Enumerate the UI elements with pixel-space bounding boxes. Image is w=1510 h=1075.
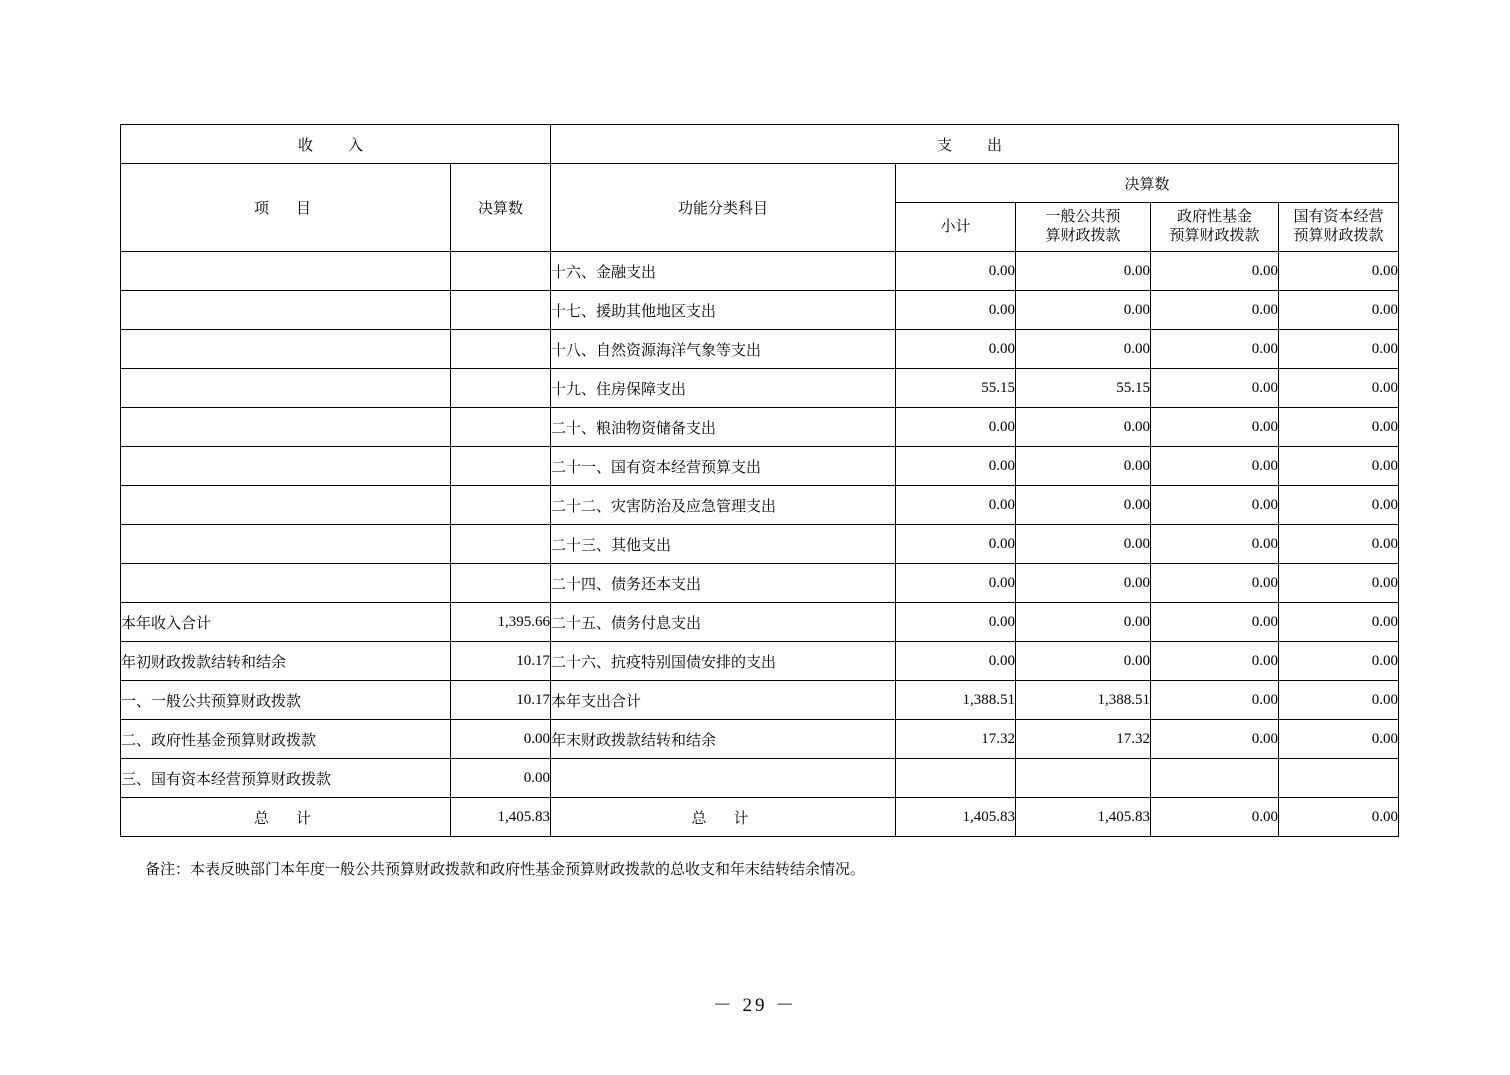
table-row xyxy=(121,369,1399,408)
expense-gov-fund: 0.00 xyxy=(1151,720,1279,759)
expense-general-public: 0.00 xyxy=(1016,603,1151,642)
expense-gov-fund: 0.00 xyxy=(1151,330,1279,369)
table-row xyxy=(121,759,1399,798)
header-state-capital-budget-line2: 预算财政拨款 xyxy=(1293,228,1384,244)
expense-general-public: 17.32 xyxy=(1016,720,1151,759)
expense-state-capital: 0.00 xyxy=(1279,525,1399,564)
header-gov-fund-budget xyxy=(1151,203,1279,252)
page-number: － 29 － xyxy=(712,995,798,1016)
expense-subtotal: 0.00 xyxy=(896,603,1016,642)
expense-subtotal: 1,388.51 xyxy=(896,681,1016,720)
expense-subtotal xyxy=(896,759,1016,798)
income-label xyxy=(121,525,451,564)
expense-gov-fund: 0.00 xyxy=(1151,447,1279,486)
header-settlement-group: 决算数 xyxy=(896,164,1399,203)
expense-state-capital: 0.00 xyxy=(1279,408,1399,447)
total-income-label: 总 计 xyxy=(121,798,451,837)
expense-gov-fund: 0.00 xyxy=(1151,642,1279,681)
table-row xyxy=(121,447,1399,486)
expense-label: 二十四、债务还本支出 xyxy=(551,564,896,603)
header-subtotal: 小计 xyxy=(896,203,1016,252)
expense-subtotal: 17.32 xyxy=(896,720,1016,759)
expense-gov-fund xyxy=(1151,759,1279,798)
header-income-amount: 决算数 xyxy=(451,164,551,252)
expense-subtotal: 0.00 xyxy=(896,252,1016,291)
expense-label: 年末财政拨款结转和结余 xyxy=(551,720,896,759)
expense-label: 二十一、国有资本经营预算支出 xyxy=(551,447,896,486)
expense-subtotal: 0.00 xyxy=(896,525,1016,564)
expense-label: 二十六、抗疫特别国债安排的支出 xyxy=(551,642,896,681)
income-label xyxy=(121,447,451,486)
table-row xyxy=(121,291,1399,330)
header-general-public-budget-line1: 一般公共预 xyxy=(1045,209,1121,226)
header-gov-fund-budget-line2: 预算财政拨款 xyxy=(1169,228,1260,244)
table-row xyxy=(121,642,1399,681)
expense-label: 二十五、债务付息支出 xyxy=(551,603,896,642)
expense-subtotal: 0.00 xyxy=(896,330,1016,369)
header-state-capital-budget-line1: 国有资本经营 xyxy=(1293,209,1384,226)
expense-state-capital: 0.00 xyxy=(1279,720,1399,759)
expense-subtotal: 0.00 xyxy=(896,642,1016,681)
header-general-public-budget xyxy=(1016,203,1151,252)
expense-subtotal: 0.00 xyxy=(896,291,1016,330)
expense-gov-fund: 0.00 xyxy=(1151,291,1279,330)
income-value: 1,395.66 xyxy=(451,603,551,642)
expense-general-public: 0.00 xyxy=(1016,330,1151,369)
table-row xyxy=(121,408,1399,447)
expense-subtotal: 55.15 xyxy=(896,369,1016,408)
income-value: 0.00 xyxy=(451,720,551,759)
income-label: 二、政府性基金预算财政拨款 xyxy=(121,720,451,759)
header-gov-fund-budget-line1: 政府性基金 xyxy=(1177,209,1253,226)
expense-state-capital: 0.00 xyxy=(1279,603,1399,642)
expense-general-public: 1,388.51 xyxy=(1016,681,1151,720)
total-expense-state-capital: 0.00 xyxy=(1279,798,1399,837)
expense-state-capital: 0.00 xyxy=(1279,564,1399,603)
expense-gov-fund: 0.00 xyxy=(1151,603,1279,642)
expense-section-title: 支 出 xyxy=(551,125,1399,164)
income-value: 0.00 xyxy=(451,759,551,798)
table-row xyxy=(121,252,1399,291)
expense-general-public: 0.00 xyxy=(1016,642,1151,681)
income-label: 本年收入合计 xyxy=(121,603,451,642)
header-state-capital-budget xyxy=(1279,203,1399,252)
header-general-public-budget-line2: 算财政拨款 xyxy=(1045,228,1121,244)
expense-subtotal: 0.00 xyxy=(896,408,1016,447)
expense-subtotal: 0.00 xyxy=(896,447,1016,486)
total-expense-gov-fund: 0.00 xyxy=(1151,798,1279,837)
income-label: 一、一般公共预算财政拨款 xyxy=(121,681,451,720)
table-row xyxy=(121,564,1399,603)
income-label xyxy=(121,486,451,525)
income-label xyxy=(121,408,451,447)
expense-general-public xyxy=(1016,759,1151,798)
expense-general-public: 0.00 xyxy=(1016,486,1151,525)
table-row xyxy=(121,330,1399,369)
table-row xyxy=(121,486,1399,525)
income-value xyxy=(451,447,551,486)
expense-state-capital: 0.00 xyxy=(1279,486,1399,525)
expense-state-capital: 0.00 xyxy=(1279,330,1399,369)
income-label xyxy=(121,291,451,330)
table-row xyxy=(121,720,1399,759)
expense-gov-fund: 0.00 xyxy=(1151,408,1279,447)
header-function-category: 功能分类科目 xyxy=(551,164,896,252)
total-expense-general-public: 1,405.83 xyxy=(1016,798,1151,837)
expense-state-capital: 0.00 xyxy=(1279,252,1399,291)
total-expense-label: 总 计 xyxy=(551,798,896,837)
expense-general-public: 0.00 xyxy=(1016,447,1151,486)
expense-gov-fund: 0.00 xyxy=(1151,525,1279,564)
income-value xyxy=(451,525,551,564)
expense-label xyxy=(551,759,896,798)
expense-label: 十六、金融支出 xyxy=(551,252,896,291)
budget-settlement-table xyxy=(120,124,1399,837)
expense-gov-fund: 0.00 xyxy=(1151,681,1279,720)
income-label xyxy=(121,564,451,603)
expense-state-capital: 0.00 xyxy=(1279,681,1399,720)
income-label xyxy=(121,369,451,408)
expense-gov-fund: 0.00 xyxy=(1151,564,1279,603)
expense-subtotal: 0.00 xyxy=(896,564,1016,603)
expense-state-capital: 0.00 xyxy=(1279,369,1399,408)
expense-state-capital: 0.00 xyxy=(1279,447,1399,486)
expense-subtotal: 0.00 xyxy=(896,486,1016,525)
expense-state-capital xyxy=(1279,759,1399,798)
expense-label: 本年支出合计 xyxy=(551,681,896,720)
expense-state-capital: 0.00 xyxy=(1279,642,1399,681)
expense-label: 十九、住房保障支出 xyxy=(551,369,896,408)
expense-label: 二十、粮油物资储备支出 xyxy=(551,408,896,447)
expense-label: 十七、援助其他地区支出 xyxy=(551,291,896,330)
income-value xyxy=(451,408,551,447)
expense-gov-fund: 0.00 xyxy=(1151,486,1279,525)
income-value: 10.17 xyxy=(451,642,551,681)
expense-general-public: 0.00 xyxy=(1016,252,1151,291)
expense-general-public: 0.00 xyxy=(1016,525,1151,564)
income-value xyxy=(451,564,551,603)
table-top-header-row xyxy=(121,125,1399,164)
expense-general-public: 55.15 xyxy=(1016,369,1151,408)
income-value: 10.17 xyxy=(451,681,551,720)
expense-gov-fund: 0.00 xyxy=(1151,252,1279,291)
table-header-row-2 xyxy=(121,164,1399,203)
total-expense-subtotal: 1,405.83 xyxy=(896,798,1016,837)
income-label xyxy=(121,330,451,369)
expense-general-public: 0.00 xyxy=(1016,408,1151,447)
table-note: 备注：本表反映部门本年度一般公共预算财政拨款和政府性基金预算财政拨款的总收支和年末结转结余情况。 xyxy=(145,862,866,878)
income-value xyxy=(451,330,551,369)
expense-state-capital: 0.00 xyxy=(1279,291,1399,330)
expense-general-public: 0.00 xyxy=(1016,291,1151,330)
income-value xyxy=(451,291,551,330)
table-total-row xyxy=(121,798,1399,837)
expense-general-public: 0.00 xyxy=(1016,564,1151,603)
income-label: 年初财政拨款结转和结余 xyxy=(121,642,451,681)
expense-gov-fund: 0.00 xyxy=(1151,369,1279,408)
expense-label: 十八、自然资源海洋气象等支出 xyxy=(551,330,896,369)
table-row xyxy=(121,525,1399,564)
table-row xyxy=(121,603,1399,642)
income-label: 三、国有资本经营预算财政拨款 xyxy=(121,759,451,798)
expense-label: 二十三、其他支出 xyxy=(551,525,896,564)
income-value xyxy=(451,369,551,408)
income-value xyxy=(451,252,551,291)
income-section-title: 收 入 xyxy=(121,125,551,164)
header-income-item: 项 目 xyxy=(121,164,451,252)
expense-label: 二十二、灾害防治及应急管理支出 xyxy=(551,486,896,525)
income-value xyxy=(451,486,551,525)
total-income-value: 1,405.83 xyxy=(451,798,551,837)
table-row xyxy=(121,681,1399,720)
income-label xyxy=(121,252,451,291)
